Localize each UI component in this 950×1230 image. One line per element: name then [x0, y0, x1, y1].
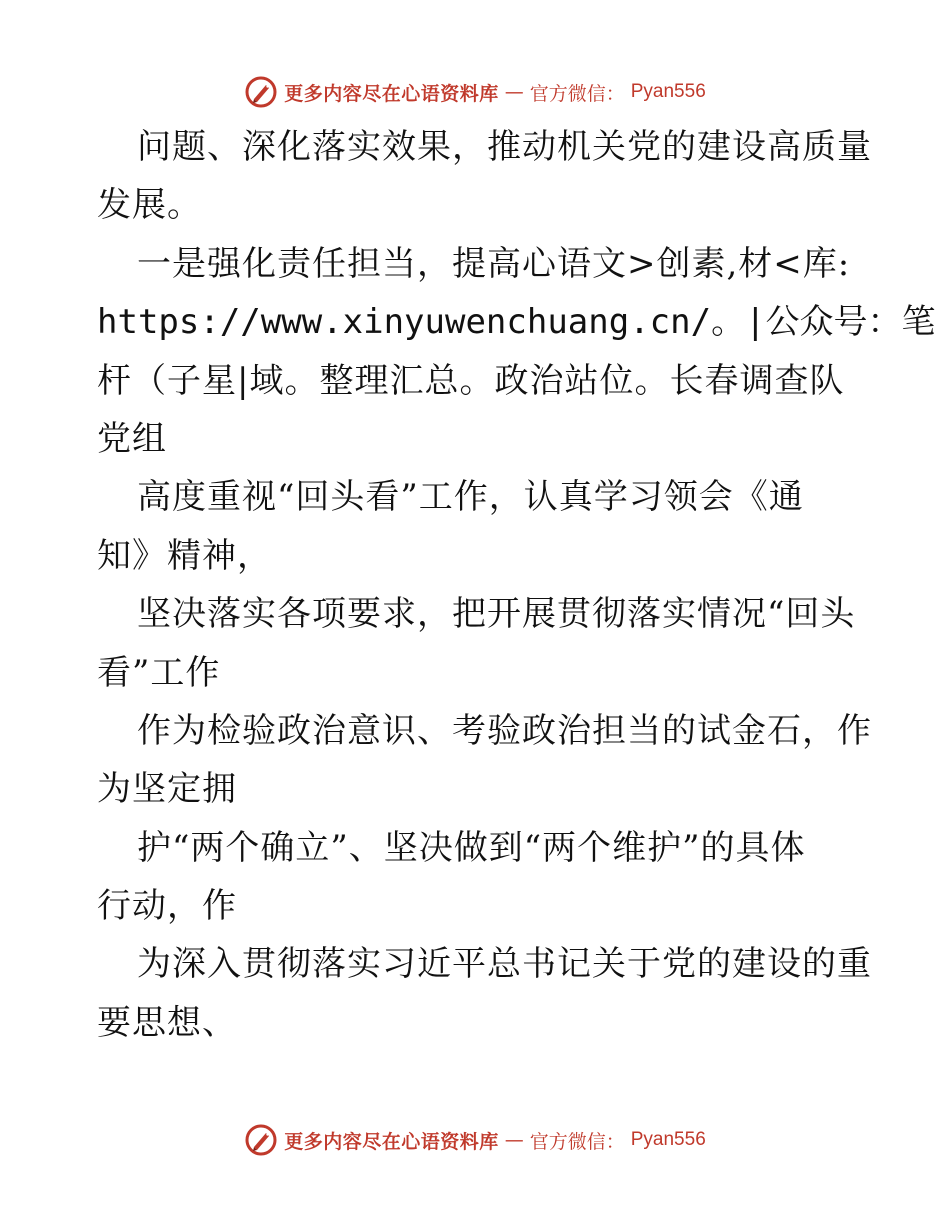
text-line: 问题、深化落实效果，推动机关党的建设高质量 — [137, 127, 872, 167]
banner-site-text: 更多内容尽在心语资料库 — [284, 82, 499, 105]
text-line: 护“两个确立”、坚决做到“两个维护”的具体 — [137, 827, 806, 868]
text-line: 坚决落实各项要求，把开展贯彻落实情况“回头 — [137, 594, 856, 635]
banner-separator: — — [504, 81, 524, 103]
text-line: 一是强化责任担当，提高心语文>创素,材<库: — [137, 243, 851, 284]
text-line: 杆（子星|域。整理汇总。政治站位。长春调查队 — [97, 360, 845, 401]
banner-wechat-id: Pyan556 — [630, 81, 706, 102]
text-line: 高度重视“回头看”工作，认真学习领会《通 — [137, 477, 804, 518]
document-body — [97, 118, 936, 1052]
text-line: 要思想、 — [97, 1002, 237, 1043]
footer-watermark-banner — [0, 1120, 950, 1160]
text-line: 作为检验政治意识、考验政治担当的试金石，作 — [137, 710, 872, 751]
text-line: 党组 — [97, 418, 167, 459]
header-watermark-banner — [0, 72, 950, 112]
text-line: 发展。 — [97, 185, 202, 226]
text-line: 为坚定拥 — [97, 769, 237, 810]
text-line-url: https://www.xinyuwenchuang.cn/。|公众号：笔 — [97, 302, 936, 343]
pen-logo-icon — [244, 75, 278, 109]
banner-wechat-label: 官方微信： — [529, 82, 625, 105]
banner-site-text: 更多内容尽在心语资料库 — [284, 1130, 499, 1153]
text-line: 行动，作 — [97, 886, 237, 927]
text-line: 看”工作 — [97, 652, 221, 693]
text-line: 为深入贯彻落实习近平总书记关于党的建设的重 — [137, 944, 872, 985]
banner-separator: — — [504, 1129, 524, 1151]
text-line: 知》精神， — [97, 535, 272, 576]
banner-wechat-id: Pyan556 — [630, 1129, 706, 1150]
pen-logo-icon — [244, 1123, 278, 1157]
banner-wechat-label: 官方微信： — [529, 1130, 625, 1153]
